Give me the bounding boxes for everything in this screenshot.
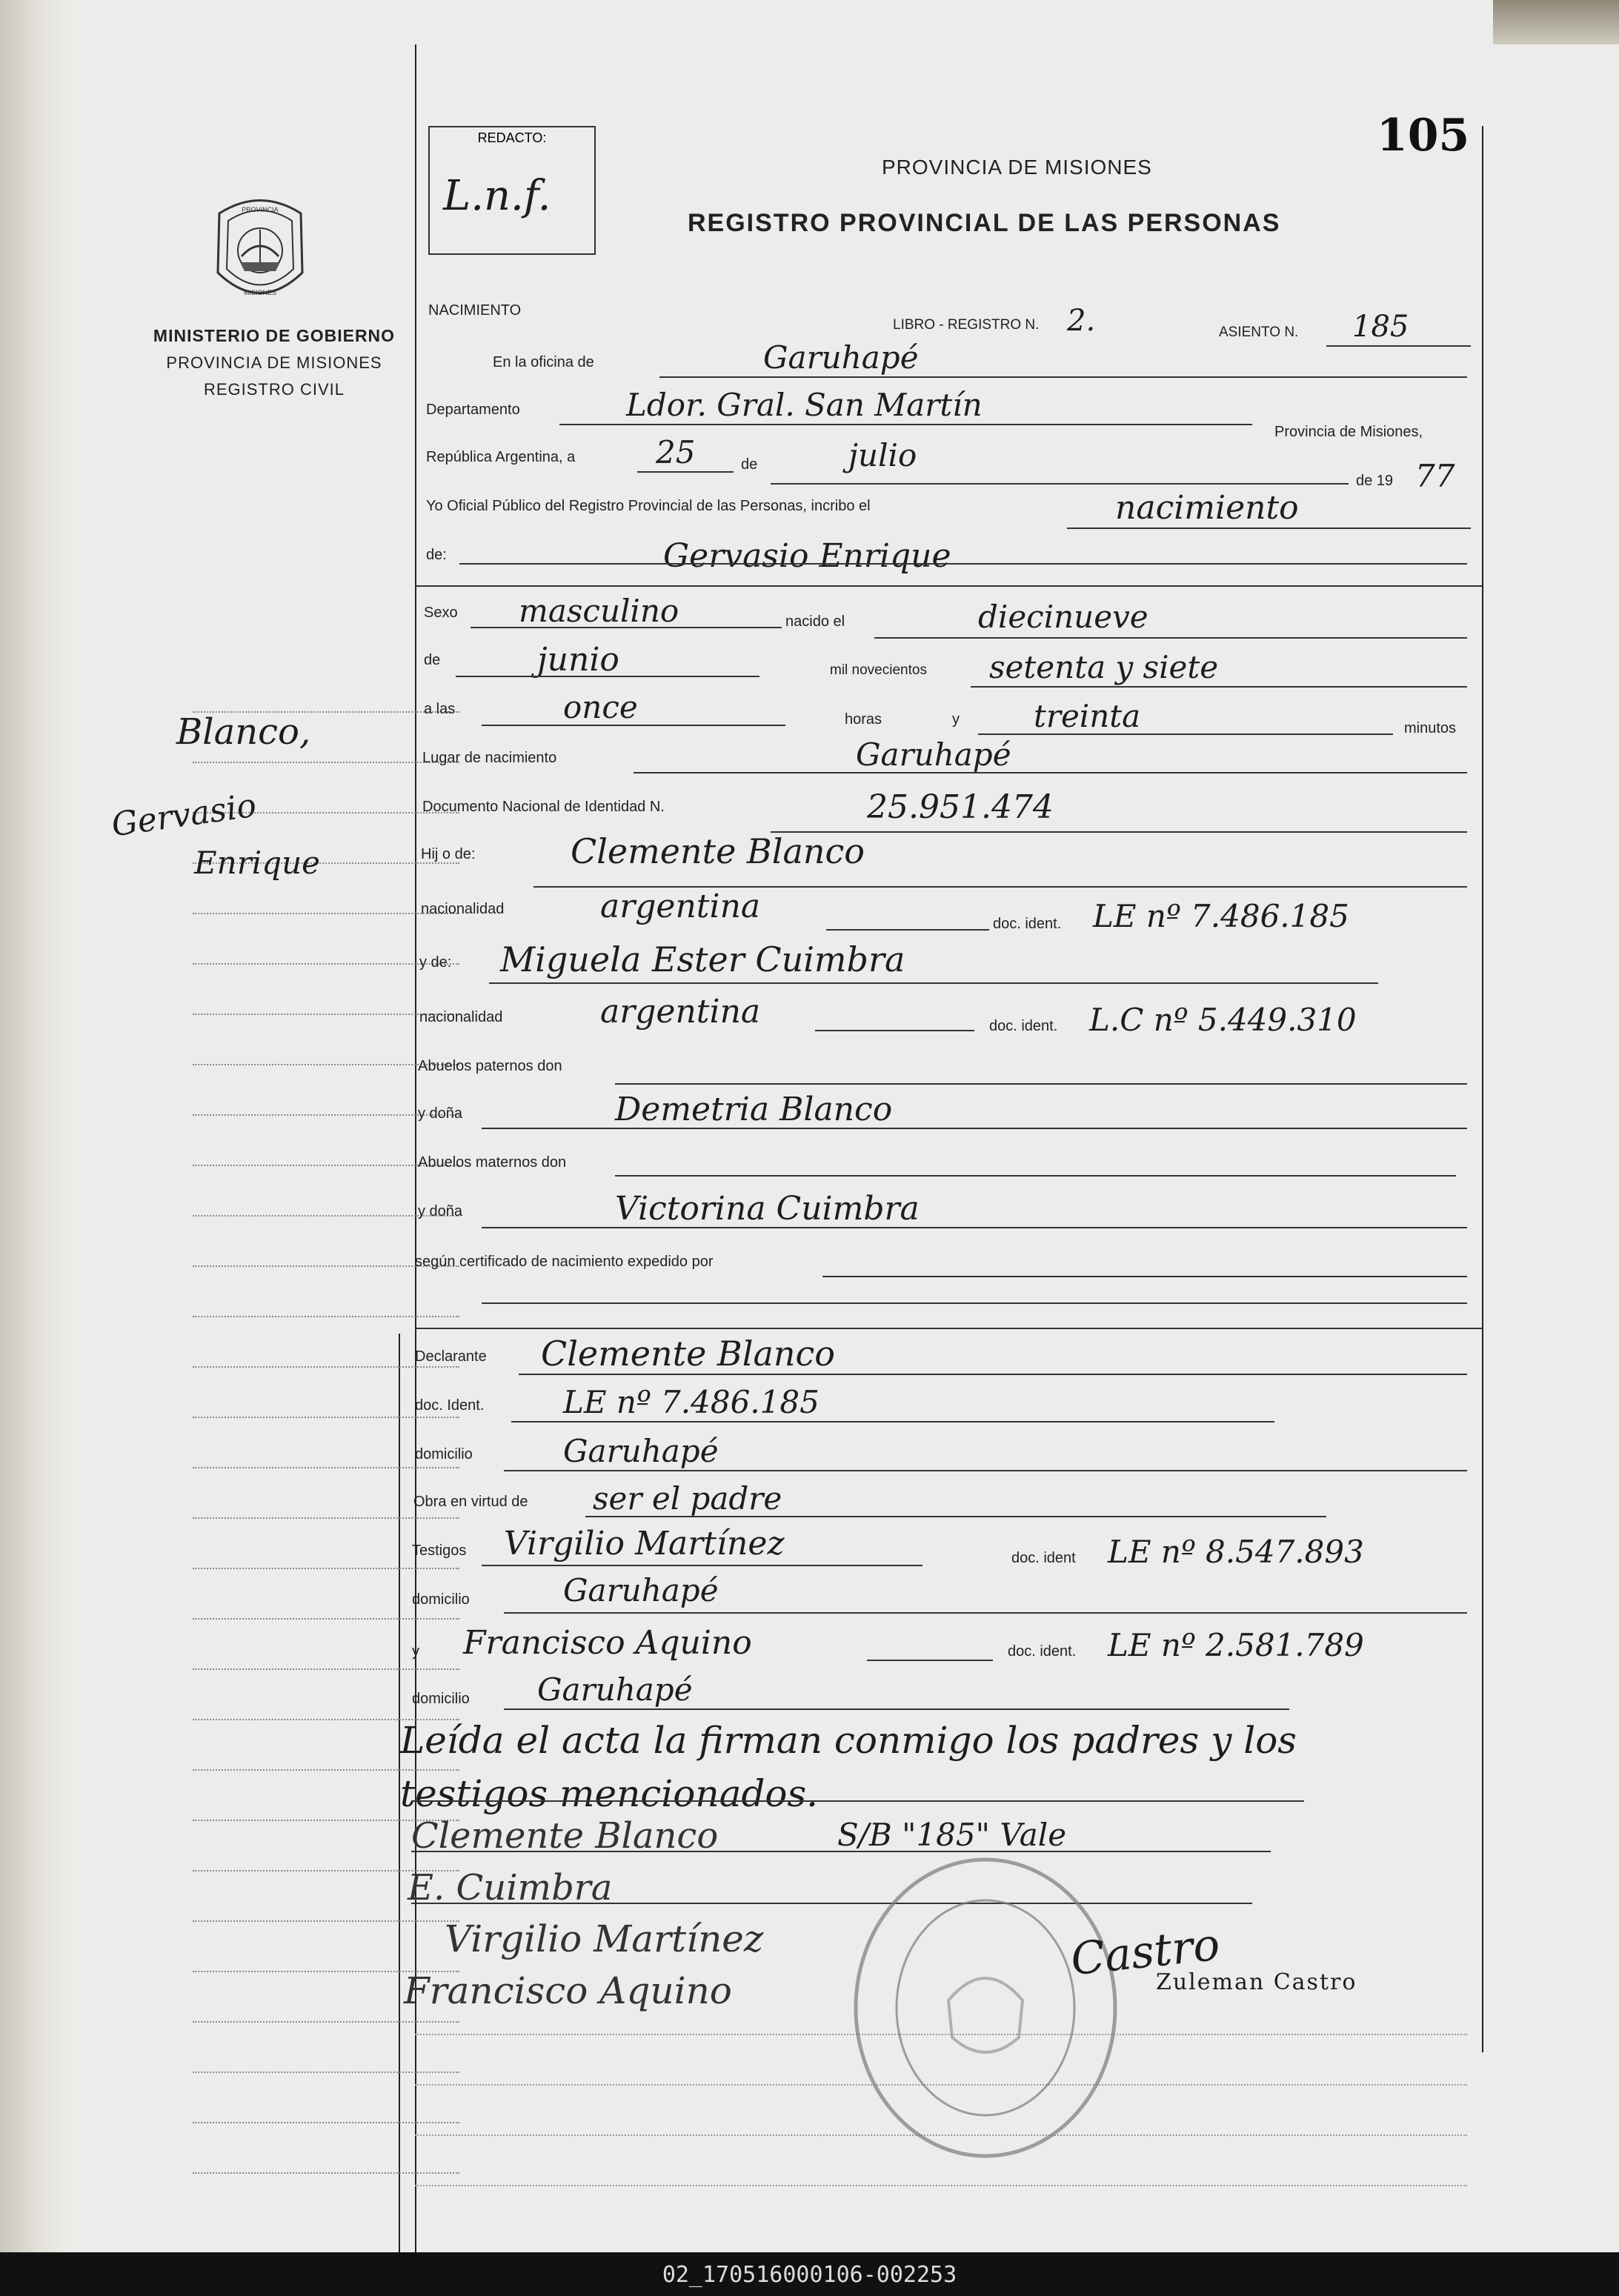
- testigo2-value: Francisco Aquino: [463, 1624, 752, 1662]
- nacionalidad2-line: [815, 1030, 974, 1031]
- signature-official: Castro: [1068, 1918, 1223, 1986]
- right-column-rule: [1482, 126, 1483, 2052]
- abuelos-maternos-dona-label: y doña: [418, 1203, 463, 1219]
- testigos-label: Testigos: [412, 1543, 467, 1559]
- redacto-value: L.n.f.: [443, 172, 551, 220]
- obra-value: ser el padre: [593, 1480, 782, 1517]
- hora-line: [482, 725, 785, 726]
- official-name: Zuleman Castro: [1156, 1969, 1357, 1995]
- margin-dotted-line: [193, 1417, 459, 1418]
- mil-value: setenta y siete: [989, 649, 1219, 685]
- domicilio-line: [504, 1470, 1467, 1471]
- margin-dotted-line: [193, 1316, 459, 1317]
- certificado-line-2: [482, 1302, 1467, 1304]
- oficina-line: [659, 376, 1467, 378]
- dni-value: 25.951.474: [867, 788, 1054, 826]
- domicilio2-line: [504, 1612, 1467, 1614]
- libro-label: LIBRO - REGISTRO N.: [893, 317, 1040, 333]
- docident2-label: doc. ident.: [989, 1018, 1058, 1034]
- margin-given-name-1: Gervasio: [109, 786, 259, 845]
- testigo2-line: [867, 1660, 993, 1661]
- yde-label: y de:: [419, 954, 452, 971]
- dni-line: [771, 831, 1467, 833]
- nacionalidad1-line: [826, 929, 989, 931]
- nacionalidad2-value: argentina: [600, 993, 761, 1031]
- margin-dotted-line: [193, 1467, 459, 1468]
- page-corner-shadow: [1493, 0, 1619, 44]
- closing-line: [411, 1800, 1304, 1802]
- testigo1-line: [482, 1565, 922, 1566]
- departamento-label: Departamento: [426, 402, 520, 418]
- seal-bottom-text: MISIONES: [243, 289, 277, 296]
- padre-value: Clemente Blanco: [571, 831, 865, 871]
- y-label: y: [952, 711, 960, 728]
- footer-bar: [0, 2252, 1619, 2296]
- minutos-value: treinta: [1034, 698, 1141, 734]
- de-label: de: [741, 456, 758, 473]
- declarante-line: [519, 1374, 1467, 1375]
- mil-label: mil novecientos: [830, 662, 927, 678]
- year-value: 77: [1415, 458, 1455, 494]
- margin-dotted-line: [193, 1568, 459, 1569]
- section-divider: [415, 1328, 1482, 1329]
- seal-top-text: PROVINCIA: [242, 206, 279, 213]
- docident4-label: doc. ident: [1011, 1550, 1076, 1566]
- margin-dotted-line: [193, 2172, 459, 2174]
- province-seal-icon: [205, 191, 316, 310]
- asiento-line: [1326, 345, 1471, 347]
- mes2-line: [456, 676, 759, 677]
- doc1-value: LE nº 7.486.185: [1093, 898, 1349, 934]
- departamento-value: Ldor. Gral. San Martín: [626, 387, 983, 423]
- abuelos-paternos-label: Abuelos paternos don: [418, 1058, 562, 1074]
- margin-dotted-line: [193, 1769, 459, 1771]
- departamento-line: [559, 424, 1252, 425]
- image-id-label: 02_170516000106-002253: [662, 2262, 957, 2288]
- declarante-value: Clemente Blanco: [541, 1334, 835, 1374]
- signature-witness-2: Francisco Aquino: [404, 1969, 732, 2012]
- sexo-value: masculino: [519, 593, 679, 629]
- lugar-value: Garuhapé: [856, 736, 1011, 773]
- obra-line: [585, 1516, 1326, 1517]
- oficina-label: En la oficina de: [493, 354, 594, 370]
- domicilio3-value: Garuhapé: [537, 1671, 693, 1708]
- abuelos-maternos-dona-line: [482, 1227, 1467, 1228]
- madre-line: [489, 982, 1378, 984]
- alas-label: a las: [424, 701, 456, 717]
- official-stamp-icon: [830, 1852, 1141, 2163]
- abuelos-paternos-dona-value: Demetria Blanco: [615, 1091, 893, 1128]
- provincia-label: Provincia de Misiones,: [1274, 424, 1423, 440]
- ministry-block: [133, 326, 415, 399]
- horas-label: horas: [845, 711, 882, 728]
- nacionalidad2-label: nacionalidad: [419, 1009, 503, 1025]
- nacido-value: diecinueve: [978, 599, 1148, 635]
- dia-line: [637, 471, 734, 473]
- ministry-name: MINISTERIO DE GOBIERNO: [153, 326, 396, 345]
- abuelos-paternos-dona-label: y doña: [418, 1105, 463, 1122]
- nombre-line-2: [415, 585, 1482, 587]
- margin-surname: Blanco,: [176, 711, 311, 753]
- minutos-line: [978, 733, 1393, 735]
- mes-line: [771, 483, 1349, 485]
- lugar-label: Lugar de nacimiento: [422, 750, 557, 766]
- minutos-label: minutos: [1404, 720, 1457, 736]
- doc4-value: LE nº 8.547.893: [1108, 1534, 1364, 1570]
- declarante-label: Declarante: [415, 1348, 487, 1365]
- signature-mother: E. Cuimbra: [408, 1867, 613, 1909]
- margin-dotted-line: [193, 1366, 459, 1368]
- book-binding-edge: [0, 0, 67, 2252]
- margin-dotted-line: [193, 2021, 459, 2023]
- domicilio3-line: [504, 1708, 1289, 1710]
- domicilio-label: domicilio: [415, 1446, 473, 1463]
- margin-given-name-2: Enrique: [194, 845, 321, 881]
- margin-dotted-line: [193, 762, 459, 763]
- mes2-value: junio: [537, 641, 619, 679]
- closing-line-1: Leída el acta la firman conmigo los padres y los: [400, 1719, 1297, 1762]
- signature-note: S/B "185" Vale: [837, 1817, 1067, 1853]
- margin-dotted-line: [193, 2122, 459, 2123]
- docident1-label: doc. ident.: [993, 916, 1062, 932]
- oficial-value: nacimiento: [1115, 489, 1299, 527]
- mil-line: [971, 686, 1467, 688]
- mes-value: julio: [848, 437, 917, 473]
- abuelos-maternos-dona-value: Victorina Cuimbra: [615, 1190, 920, 1228]
- obra-label: Obra en virtud de: [413, 1494, 528, 1510]
- dia-value: 25: [656, 434, 696, 470]
- domicilio-value: Garuhapé: [563, 1433, 719, 1469]
- closing-line-2: testigos mencionados.: [400, 1772, 819, 1815]
- page-number: 105: [1377, 110, 1470, 162]
- nacionalidad1-value: argentina: [600, 888, 761, 925]
- nacimiento-label: NACIMIENTO: [428, 302, 522, 319]
- abuelos-paternos-dona-line: [482, 1128, 1467, 1129]
- margin-dotted-line: [193, 1668, 459, 1670]
- domicilio2-value: Garuhapé: [563, 1572, 719, 1608]
- abuelos-maternos-line: [615, 1175, 1456, 1177]
- nacido-label: nacido el: [785, 613, 845, 630]
- certificado-line: [822, 1276, 1467, 1277]
- y2-label: y: [412, 1643, 419, 1660]
- oficial-line: [1067, 528, 1471, 529]
- province-header: PROVINCIA DE MISIONES: [882, 156, 1152, 179]
- de2-label: de:: [426, 547, 447, 563]
- nombre-line: [459, 563, 1467, 565]
- ministry-province: PROVINCIA DE MISIONES: [166, 353, 382, 372]
- docident5-label: doc. ident.: [1008, 1643, 1077, 1660]
- domicilio2-label: domicilio: [412, 1591, 470, 1608]
- signature-witness-1: Virgilio Martínez: [445, 1917, 764, 1960]
- redacto-box: [428, 126, 596, 255]
- nacido-line: [874, 637, 1467, 639]
- hijo-label: Hij o de:: [421, 846, 476, 862]
- margin-dotted-line: [193, 1920, 459, 1922]
- oficina-value: Garuhapé: [763, 339, 919, 376]
- domicilio3-label: domicilio: [412, 1691, 470, 1707]
- sexo-label: Sexo: [424, 605, 458, 621]
- margin-dotted-line: [193, 1517, 459, 1519]
- testigo1-value: Virgilio Martínez: [504, 1525, 785, 1563]
- certificado-label: según certificado de nacimiento expedido por: [415, 1254, 714, 1270]
- margin-dotted-line: [193, 913, 459, 914]
- doc3-value: LE nº 7.486.185: [563, 1384, 820, 1420]
- sexo-line: [471, 627, 782, 628]
- doc5-value: LE nº 2.581.789: [1108, 1627, 1364, 1663]
- de3-label: de: [424, 652, 441, 668]
- doc2-value: L.C nº 5.449.310: [1089, 1002, 1357, 1038]
- nombre-value: Gervasio Enrique: [663, 537, 951, 575]
- libro-value: 2.: [1067, 304, 1096, 338]
- abuelos-paternos-line: [615, 1083, 1467, 1085]
- de-year-label: de 19: [1356, 473, 1394, 489]
- hora-value: once: [563, 689, 638, 725]
- ministry-registry: REGISTRO CIVIL: [203, 380, 345, 399]
- abuelos-maternos-label: Abuelos maternos don: [418, 1154, 567, 1171]
- registry-header: REGISTRO PROVINCIAL DE LAS PERSONAS: [688, 209, 1281, 237]
- form-dotted-line: [415, 2185, 1467, 2186]
- republica-label: República Argentina, a: [426, 449, 576, 465]
- docident3-label: doc. Ident.: [415, 1397, 485, 1414]
- madre-value: Miguela Ester Cuimbra: [500, 939, 905, 979]
- redacto-label: REDACTO:: [477, 130, 547, 145]
- margin-dotted-line: [193, 2072, 459, 2073]
- lugar-line: [634, 772, 1467, 773]
- oficial-label: Yo Oficial Público del Registro Provincial de las Personas, incribo el: [426, 498, 871, 514]
- doc3-line: [511, 1421, 1274, 1422]
- nacionalidad1-label: nacionalidad: [421, 901, 505, 917]
- dni-label: Documento Nacional de Identidad N.: [422, 799, 665, 815]
- asiento-label: ASIENTO N.: [1219, 325, 1299, 340]
- margin-dotted-line: [193, 1618, 459, 1620]
- signature-father: Clemente Blanco: [411, 1815, 719, 1857]
- asiento-value: 185: [1352, 310, 1409, 344]
